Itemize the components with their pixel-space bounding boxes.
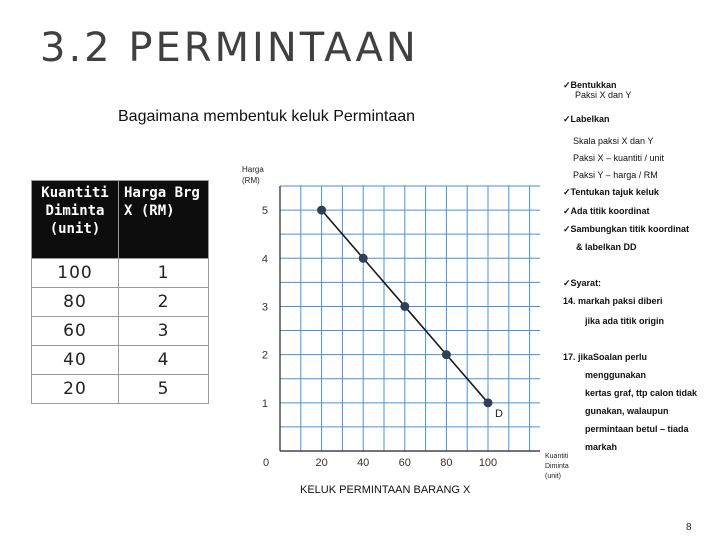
note-line: Skala paksi X dan Y xyxy=(573,136,654,146)
data-point xyxy=(317,206,326,215)
data-point xyxy=(484,398,493,407)
note-line: & labelkan DD xyxy=(576,242,637,252)
header-cell: Kuantiti Diminta (unit) xyxy=(41,185,109,237)
x-tick-label: 60 xyxy=(398,457,411,469)
y-tick-label: 3 xyxy=(261,301,268,314)
note-line: permintaan betul – tiada xyxy=(585,424,689,434)
chart-y-axis-label: Harga (RM) xyxy=(242,165,264,185)
note-line: kertas graf, ttp calon tidak xyxy=(585,388,698,398)
y-tick-label: 2 xyxy=(261,349,268,362)
header-cell: Harga Brg X (RM) xyxy=(124,185,200,219)
data-point xyxy=(442,350,451,359)
chart-title: KELUK PERMINTAAN BARANG X xyxy=(300,484,471,496)
table-cell: 2 xyxy=(119,288,209,317)
data-point xyxy=(400,302,409,311)
table-cell: 20 xyxy=(32,375,119,404)
x-tick-label: 20 xyxy=(315,457,328,469)
note-line: menggunakan xyxy=(585,370,647,380)
note-line: ✓Labelkan xyxy=(563,114,610,124)
slide-title: 3.2 PERMINTAAN xyxy=(40,25,419,71)
table-cell: 60 xyxy=(32,317,119,346)
note-line: Paksi Y – harga / RM xyxy=(573,170,658,180)
table-cell: 1 xyxy=(119,259,209,288)
note-line: Paksi X dan Y xyxy=(575,90,632,100)
note-line: 17. jikaSoalan perlu xyxy=(563,352,648,362)
table-cell: 5 xyxy=(119,375,209,404)
table-cell: 3 xyxy=(119,317,209,346)
slide-subtitle: Bagaimana membentuk keluk Permintaan xyxy=(118,108,416,125)
note-line: Paksi X – kuantiti / unit xyxy=(573,153,665,163)
series-label: D xyxy=(495,407,503,420)
x-tick-label: 40 xyxy=(357,457,370,469)
data-point xyxy=(359,254,368,263)
note-line: markah xyxy=(585,442,618,452)
note-line: jika ada titik origin xyxy=(585,316,665,326)
x-tick-label: 0 xyxy=(262,457,270,469)
y-tick-label: 4 xyxy=(261,253,268,266)
page-number: 8 xyxy=(686,522,692,533)
note-line: ✓Ada titik koordinat xyxy=(563,206,650,216)
chart-x-axis-label: Kuantiti Diminta (unit) xyxy=(545,453,569,480)
note-line: gunakan, walaupun xyxy=(585,406,669,416)
note-line: ✓Sambungkan titik koordinat xyxy=(563,224,690,234)
table-cell: 80 xyxy=(32,288,119,317)
note-line: 14. markah paksi diberi xyxy=(563,296,663,306)
y-tick-label: 1 xyxy=(261,397,268,410)
table-cell: 100 xyxy=(32,259,119,288)
note-line: ✓Bentukkan xyxy=(563,80,617,90)
table-cell: 4 xyxy=(119,346,209,375)
table-cell: 40 xyxy=(32,346,119,375)
x-tick-label: 100 xyxy=(478,457,498,469)
note-line: ✓Syarat: xyxy=(563,278,602,288)
note-line: ✓Tentukan tajuk keluk xyxy=(563,187,659,197)
y-tick-label: 5 xyxy=(261,205,268,218)
x-tick-label: 80 xyxy=(440,457,453,469)
